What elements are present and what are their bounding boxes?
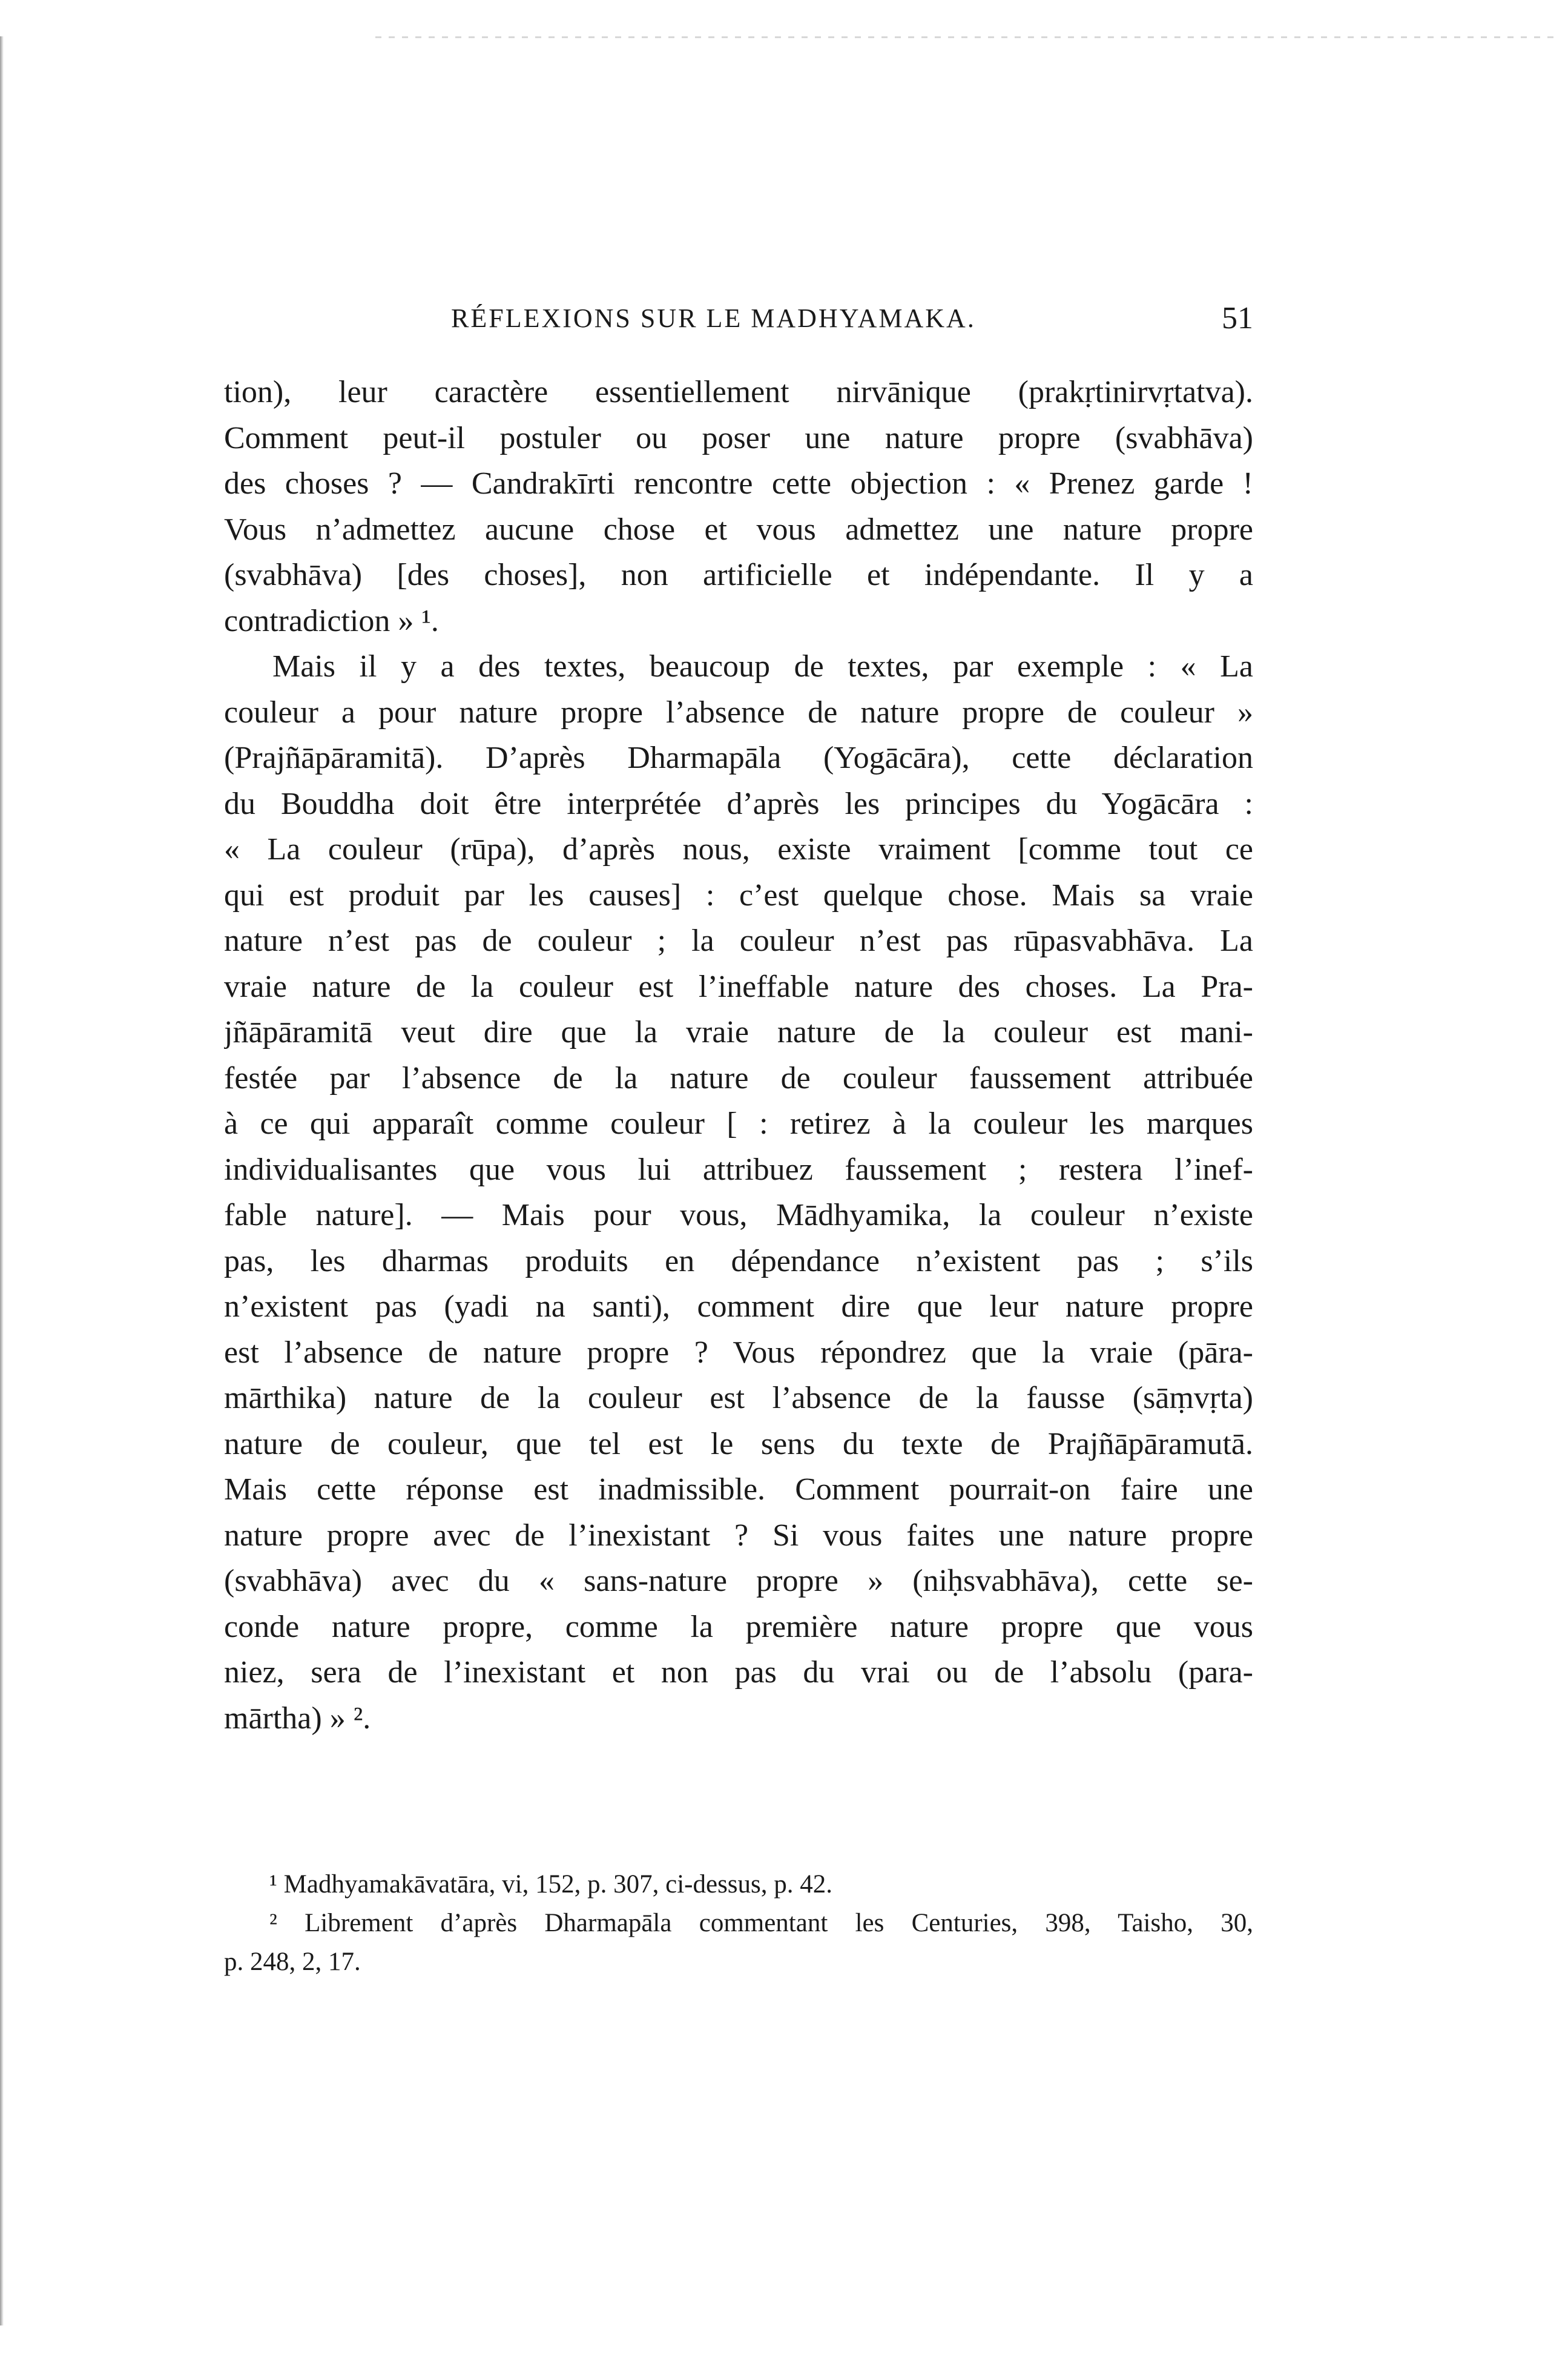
body-line: qui est produit par les causes] : c’est quelque chose. Mais sa vraie	[224, 878, 1253, 913]
body-line: vraie nature de la couleur est l’ineffable nature des choses. La Pra-	[224, 969, 1253, 1004]
footnotes	[224, 1865, 1253, 1982]
body-line: du Bouddha doit être interprétée d’après les principes du Yogācāra :	[224, 786, 1253, 821]
body-line: conde nature propre, comme la première nature propre que vous	[224, 1609, 1253, 1644]
body-line: (svabhāva) avec du « sans-nature propre » (niḥsvabhāva), cette se-	[224, 1564, 1253, 1598]
body-line: « La couleur (rūpa), d’après nous, existe vraiment [comme tout ce	[224, 832, 1253, 867]
footnote-line: ¹ Madhyamakāvatāra, vi, 152, p. 307, ci-dessus, p. 42.	[269, 1870, 833, 1899]
body-line: tion), leur caractère essentiellement nirvānique (prakṛtinirvṛtatva).	[224, 375, 1253, 409]
footnote-line: p. 248, 2, 17.	[224, 1948, 361, 1976]
body-line: fable nature]. — Mais pour vous, Mādhyamika, la couleur n’existe	[224, 1198, 1253, 1232]
body-line: niez, sera de l’inexistant et non pas du vrai ou de l’absolu (para-	[224, 1655, 1253, 1690]
body-line: mārtha) » ².	[224, 1701, 371, 1736]
running-head	[224, 303, 1253, 345]
body-text	[224, 369, 1253, 1741]
footnote-line: ² Librement d’après Dharmapāla commentant les Centuries, 398, Taisho, 30,	[269, 1909, 1253, 1937]
body-line: individualisantes que vous lui attribuez faussement ; restera l’inef-	[224, 1152, 1253, 1187]
scan-left-edge	[0, 36, 4, 2325]
body-line: est l’absence de nature propre ? Vous répondrez que la vraie (pāra-	[224, 1335, 1253, 1370]
body-line: n’existent pas (yadi na santi), comment dire que leur nature propre	[224, 1289, 1253, 1324]
body-line: (Prajñāpāramitā). D’après Dharmapāla (Yogācāra), cette déclaration	[224, 741, 1253, 775]
body-line: mārthika) nature de la couleur est l’absence de la fausse (sāṃvṛta)	[224, 1381, 1253, 1415]
body-line: festée par l’absence de la nature de couleur faussement attribuée	[224, 1060, 1253, 1096]
body-line: Mais cette réponse est inadmissible. Comment pourrait-on faire une	[224, 1472, 1253, 1507]
body-line: Comment peut-il postuler ou poser une nature propre (svabhāva)	[224, 420, 1253, 455]
scan-top-smudge	[375, 36, 1556, 38]
page-number: 51	[1222, 301, 1253, 335]
body-line: des choses ? — Candrakīrti rencontre cette objection : « Prenez garde !	[224, 466, 1253, 501]
body-line: jñāpāramitā veut dire que la vraie nature de la couleur est mani-	[224, 1015, 1253, 1049]
body-line: à ce qui apparaît comme couleur [ : retirez à la couleur les marques	[224, 1106, 1253, 1141]
body-line: (svabhāva) [des choses], non artificielle et indépendante. Il y a	[224, 558, 1253, 592]
body-line: contradiction » ¹.	[224, 603, 439, 638]
body-line: nature propre avec de l’inexistant ? Si vous faites une nature propre	[224, 1518, 1253, 1553]
body-line: nature de couleur, que tel est le sens du texte de Prajñāpāramutā.	[224, 1426, 1253, 1461]
running-title: RÉFLEXIONS SUR LE MADHYAMAKA.	[451, 303, 976, 333]
body-line: pas, les dharmas produits en dépendance n’existent pas ; s’ils	[224, 1243, 1253, 1278]
body-line: nature n’est pas de couleur ; la couleur n’est pas rūpasvabhāva. La	[224, 924, 1253, 958]
body-line: couleur a pour nature propre l’absence de nature propre de couleur »	[224, 695, 1253, 730]
body-line: Vous n’admettez aucune chose et vous admettez une nature propre	[224, 512, 1253, 547]
paragraph-start-line: Mais il y a des textes, beaucoup de textes, par exemple : « La	[272, 649, 1253, 684]
